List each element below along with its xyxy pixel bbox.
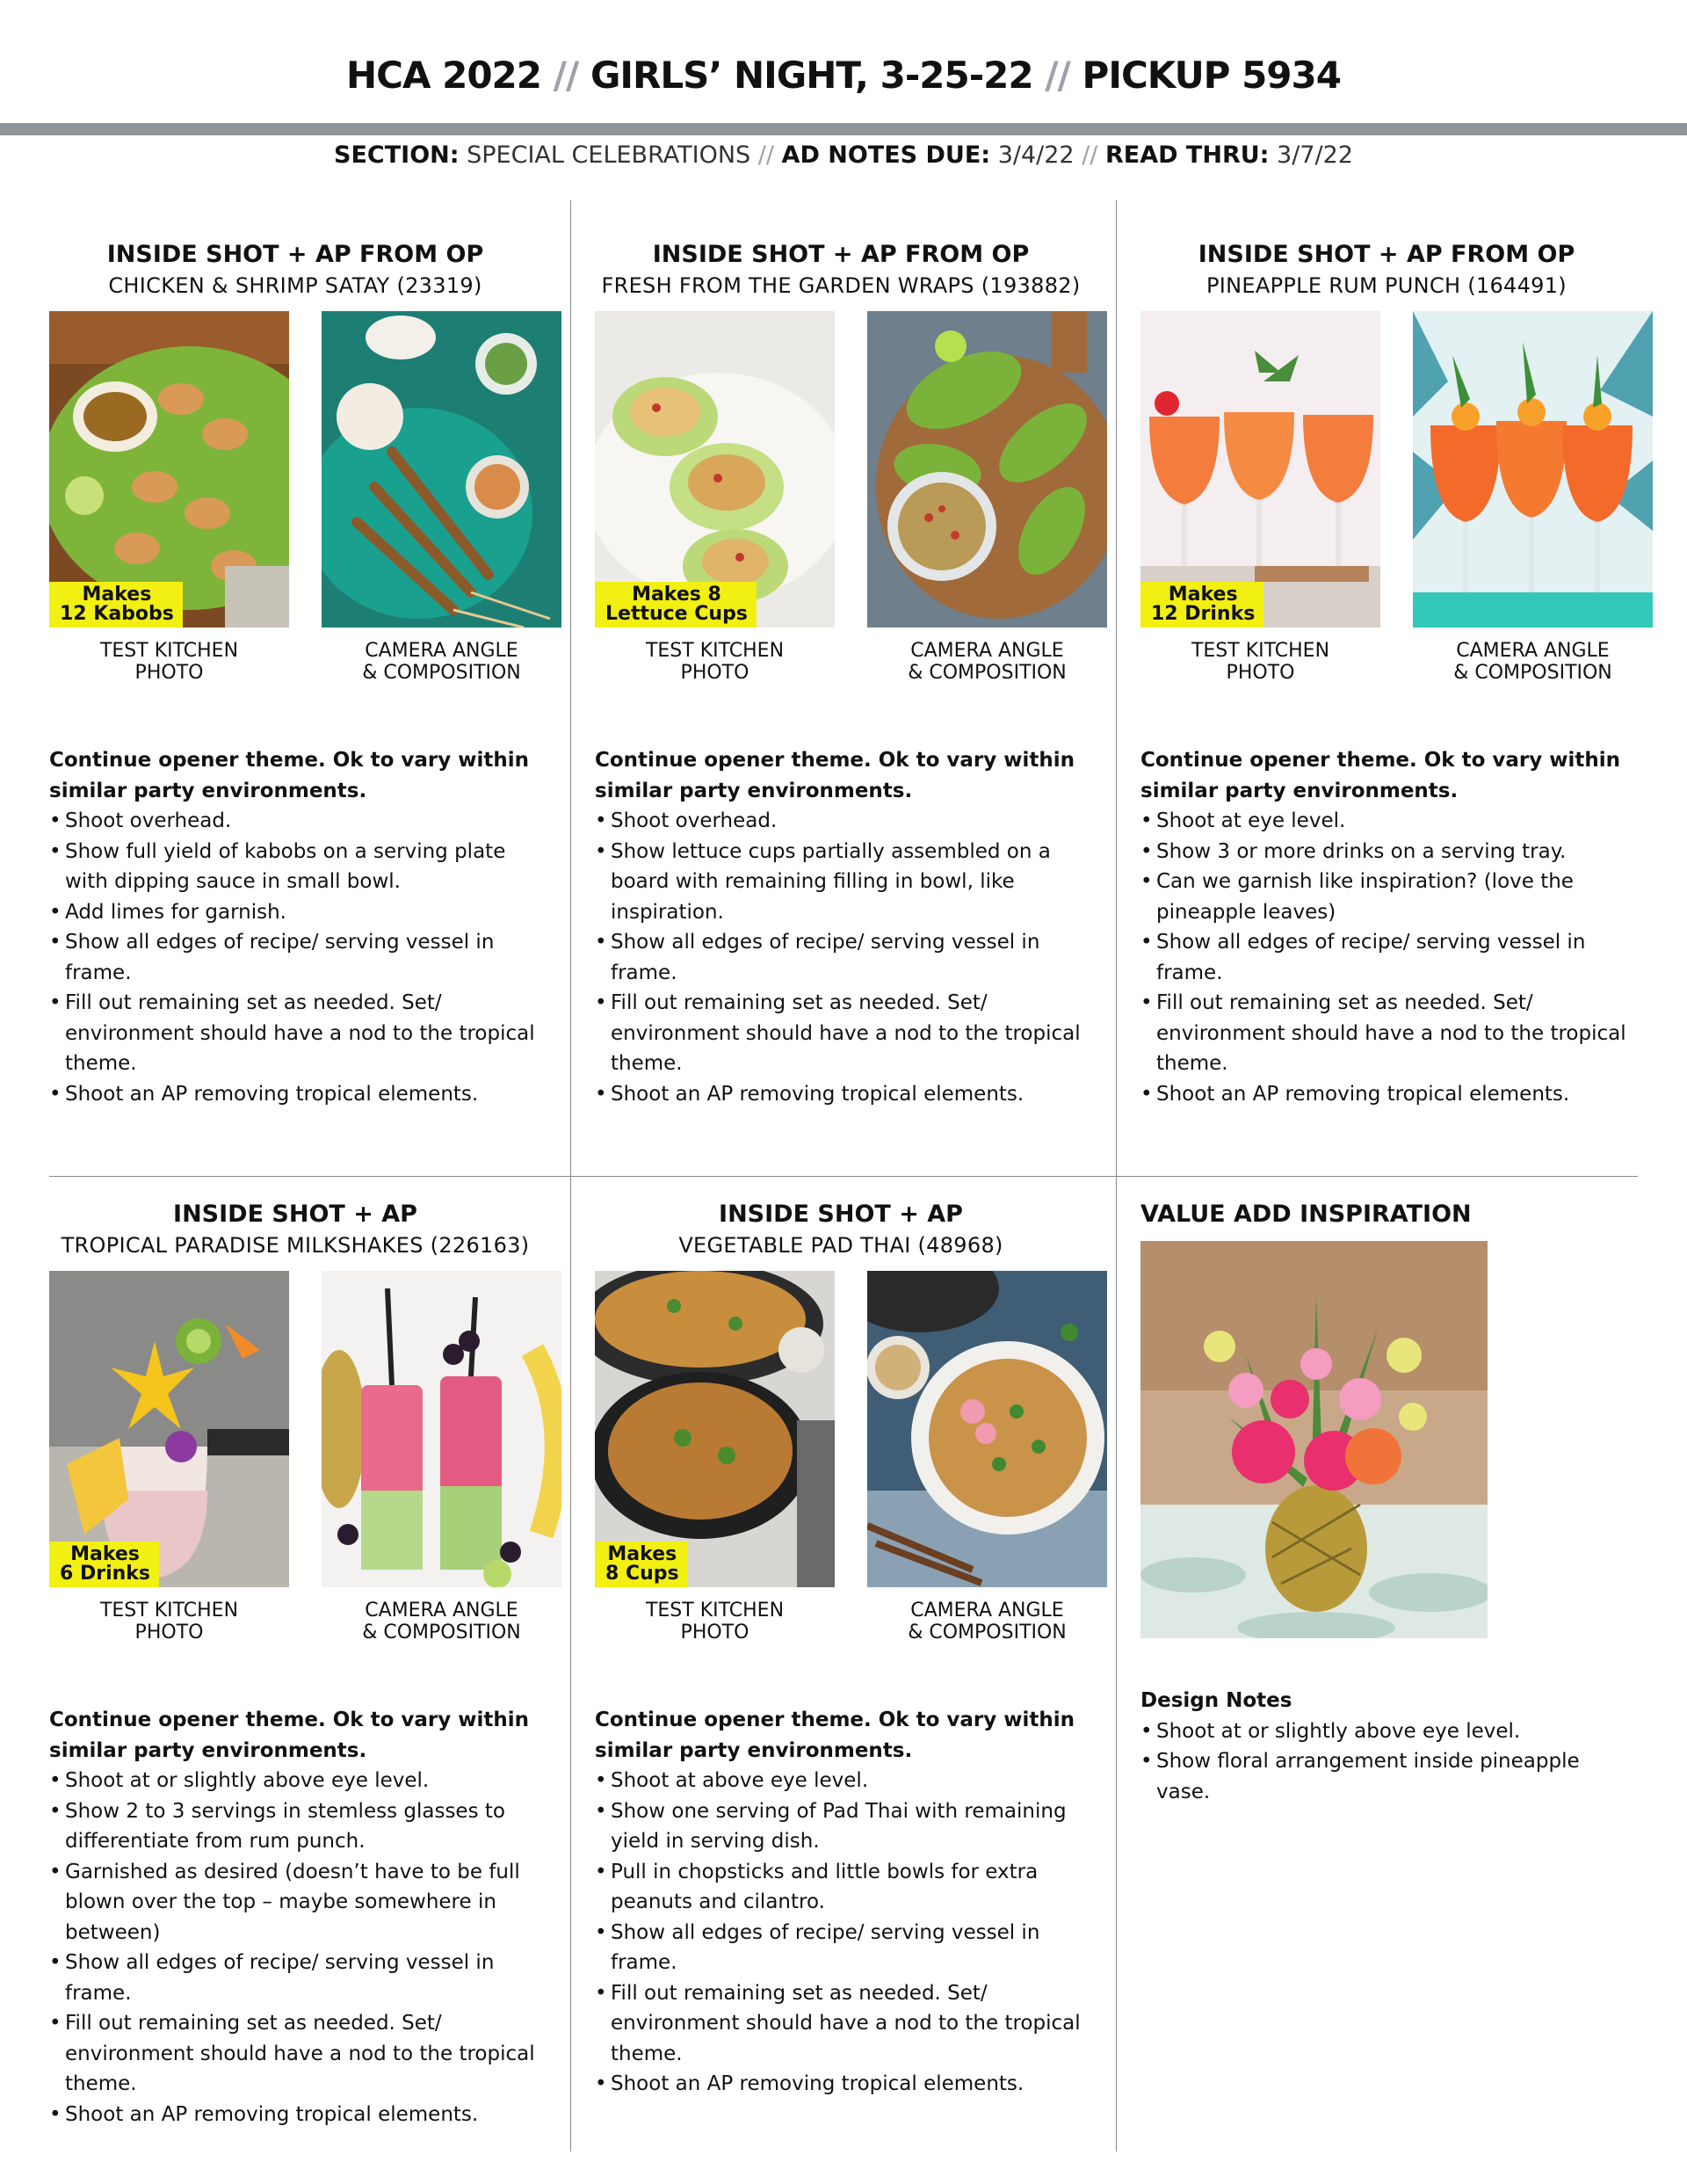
cell-title: INSIDE SHOT + AP FROM OP (106, 241, 484, 268)
note-item: • Fill out remaining set as needed. Set/ environment should have a nod to the tropical theme. (595, 988, 1087, 1079)
yield-badge (49, 1542, 159, 1587)
cell-title: INSIDE SHOT + AP (719, 1201, 963, 1228)
recipe-name: FRESH FROM THE GARDEN WRAPS (193882) (601, 273, 1081, 298)
shoot-notes (49, 745, 541, 1109)
camera-angle-photo (867, 1271, 1107, 1587)
cell-title: INSIDE SHOT + AP FROM OP (652, 241, 1030, 268)
caption-line: TEST KITCHEN (1191, 640, 1330, 662)
yield-badge (1140, 582, 1263, 628)
subhead (0, 141, 1687, 171)
caption-line: TEST KITCHEN (645, 640, 785, 662)
test-kitchen-photo (595, 311, 835, 628)
note-item: • Shoot at or slightly above eye level. (49, 1766, 541, 1796)
value-add-cell (1140, 1199, 1633, 1807)
note-item: • Shoot at or slightly above eye level. (1140, 1716, 1633, 1747)
yield-badge-line: Makes (1168, 584, 1238, 606)
test-kitchen-photo (1140, 311, 1380, 628)
section-value: SPECIAL CELEBRATIONS (467, 141, 751, 169)
notes-lead: Continue opener theme. Ok to vary within similar party environments. (1140, 749, 1621, 802)
recipe-name: CHICKEN & SHRIMP SATAY (23319) (108, 273, 482, 298)
row-divider (49, 1176, 1638, 1177)
photo-captions (595, 640, 1087, 693)
caption-line: CAMERA ANGLE (910, 640, 1064, 662)
inspiration-photo (1140, 1241, 1488, 1638)
recipe-cell-vegetable-pad-thai (595, 1199, 1087, 2100)
shoot-notes (595, 1705, 1087, 2100)
note-item: • Fill out remaining set as needed. Set/ environment should have a nod to the tropical theme. (49, 988, 541, 1079)
value-add-title: VALUE ADD INSPIRATION (1140, 1201, 1472, 1228)
notes-list (1140, 1716, 1633, 1808)
title-pickup: PICKUP 5934 (1082, 54, 1341, 97)
camera-angle-photo (1413, 311, 1653, 628)
recipe-cell-garden-wraps (595, 239, 1087, 1109)
note-item: • Shoot an AP removing tropical elements. (595, 2069, 1087, 2100)
notes-list (49, 806, 541, 1109)
yield-badge-line: Makes 8 (632, 584, 721, 606)
caption-line: TEST KITCHEN (645, 1600, 785, 1622)
yield-badge-line: Makes (82, 584, 152, 606)
title-separator: // (553, 54, 579, 97)
title-separator: // (1045, 54, 1070, 97)
caption-line: CAMERA ANGLE (365, 640, 518, 662)
read-thru-value: 3/7/22 (1277, 141, 1353, 169)
design-notes-label: Design Notes (1140, 1689, 1292, 1712)
caption-line: PHOTO (680, 1622, 749, 1643)
note-item: • Shoot overhead. (595, 806, 1087, 837)
note-item: • Show all edges of recipe/ serving vessel in frame. (49, 927, 541, 988)
yield-badge-line: 12 Drinks (1151, 603, 1256, 625)
title-publication: HCA 2022 (346, 54, 541, 97)
camera-angle-caption (1413, 640, 1653, 684)
ad-notes-label: AD NOTES DUE: (781, 141, 991, 169)
caption-line: & COMPOSITION (908, 662, 1067, 684)
note-item: • Fill out remaining set as needed. Set/ environment should have a nod to the tropical theme. (1140, 988, 1633, 1079)
caption-line: PHOTO (134, 662, 204, 684)
photo-captions (595, 1600, 1087, 1652)
camera-angle-photo (867, 311, 1107, 628)
test-kitchen-photo (49, 311, 289, 628)
notes-lead: Continue opener theme. Ok to vary within similar party environments. (49, 1709, 530, 1762)
recipe-name: VEGETABLE PAD THAI (48968) (678, 1233, 1003, 1258)
yield-badge-line: Makes (607, 1543, 677, 1565)
note-item: • Show all edges of recipe/ serving vessel in frame. (595, 1918, 1087, 1978)
caption-line: PHOTO (134, 1622, 204, 1643)
recipe-cell-tropical-milkshakes (49, 1199, 541, 2130)
note-item: • Show floral arrangement inside pineapple vase. (1140, 1746, 1633, 1807)
caption-line: CAMERA ANGLE (910, 1600, 1064, 1622)
cell-title: INSIDE SHOT + AP FROM OP (1198, 241, 1575, 268)
photo-captions (49, 640, 541, 693)
camera-angle-caption (867, 640, 1107, 684)
test-kitchen-caption (595, 640, 835, 684)
caption-line: TEST KITCHEN (99, 640, 239, 662)
test-kitchen-photo (49, 1271, 289, 1587)
notes-lead: Continue opener theme. Ok to vary within similar party environments. (595, 749, 1075, 802)
note-item: • Show full yield of kabobs on a serving plate with dipping sauce in small bowl. (49, 837, 541, 897)
photo-pair (595, 311, 1087, 628)
notes-list (49, 1766, 541, 2130)
shoot-notes (1140, 745, 1633, 1109)
caption-line: CAMERA ANGLE (365, 1600, 518, 1622)
camera-angle-caption (322, 1600, 561, 1643)
test-kitchen-caption (49, 1600, 289, 1643)
section-label: SECTION: (334, 141, 460, 169)
shoot-notes (49, 1705, 541, 2130)
note-item: • Shoot an AP removing tropical elements. (595, 1079, 1087, 1110)
note-item: • Show one serving of Pad Thai with remaining yield in serving dish. (595, 1796, 1087, 1857)
test-kitchen-caption (1140, 640, 1380, 684)
photo-pair (49, 311, 541, 628)
yield-badge-line: 8 Cups (605, 1563, 679, 1585)
note-item: • Fill out remaining set as needed. Set/ environment should have a nod to the tropical theme. (595, 1978, 1087, 2070)
yield-badge-line: Lettuce Cups (605, 603, 748, 625)
camera-angle-photo (322, 1271, 561, 1587)
yield-badge (595, 582, 757, 628)
caption-line: PHOTO (680, 662, 749, 684)
yield-badge-line: 12 Kabobs (60, 603, 174, 625)
ad-notes-value: 3/4/22 (997, 141, 1075, 169)
recipe-name: TROPICAL PARADISE MILKSHAKES (226163) (61, 1233, 530, 1258)
photo-pair (1140, 311, 1633, 628)
note-item: • Show 3 or more drinks on a serving tray. (1140, 837, 1633, 867)
yield-badge (49, 582, 183, 628)
photo-pair (49, 1271, 541, 1587)
caption-line: TEST KITCHEN (99, 1600, 239, 1622)
read-thru-label: READ THRU: (1104, 141, 1270, 169)
note-item: • Shoot overhead. (49, 806, 541, 837)
photo-captions (49, 1600, 541, 1652)
note-item: • Shoot at above eye level. (595, 1766, 1087, 1796)
note-item: • Show 2 to 3 servings in stemless glasses to differentiate from rum punch. (49, 1796, 541, 1857)
notes-list (595, 806, 1087, 1109)
recipe-name: PINEAPPLE RUM PUNCH (164491) (1206, 273, 1567, 298)
note-item: • Fill out remaining set as needed. Set/ environment should have a nod to the tropical theme. (49, 2008, 541, 2100)
caption-line: PHOTO (1226, 662, 1295, 684)
notes-list (1140, 806, 1633, 1109)
note-item: • Pull in chopsticks and little bowls for extra peanuts and cilantro. (595, 1857, 1087, 1918)
caption-line: & COMPOSITION (362, 1622, 521, 1643)
notes-lead: Continue opener theme. Ok to vary within similar party environments. (49, 749, 530, 802)
yield-badge-line: 6 Drinks (60, 1563, 151, 1585)
note-item: • Show all edges of recipe/ serving vessel in frame. (49, 1948, 541, 2008)
note-item: • Shoot an AP removing tropical elements. (1140, 1079, 1633, 1110)
camera-angle-photo (322, 311, 561, 628)
note-item: • Shoot at eye level. (1140, 806, 1633, 837)
test-kitchen-caption (595, 1600, 835, 1643)
note-item: • Show all edges of recipe/ serving vessel in frame. (1140, 927, 1633, 988)
photo-captions (1140, 640, 1633, 693)
camera-angle-caption (867, 1600, 1107, 1643)
yield-badge (595, 1542, 688, 1587)
subhead-separator: // (757, 141, 774, 169)
notes-list (595, 1766, 1087, 2100)
caption-line: & COMPOSITION (1453, 662, 1612, 684)
title-rule (0, 123, 1687, 135)
test-kitchen-photo (595, 1271, 835, 1587)
caption-line: & COMPOSITION (362, 662, 521, 684)
design-notes (1140, 1686, 1633, 1807)
camera-angle-caption (322, 640, 561, 684)
test-kitchen-caption (49, 640, 289, 684)
title-story: GIRLS’ NIGHT, 3-25-22 (590, 54, 1033, 97)
photo-pair (595, 1271, 1087, 1587)
cell-title: INSIDE SHOT + AP (173, 1201, 417, 1228)
recipe-cell-chicken-shrimp-satay (49, 239, 541, 1109)
note-item: • Show all edges of recipe/ serving vessel in frame. (595, 927, 1087, 988)
note-item: • Shoot an AP removing tropical elements. (49, 1079, 541, 1110)
shoot-notes (595, 745, 1087, 1109)
note-item: • Can we garnish like inspiration? (love the pineapple leaves) (1140, 867, 1633, 927)
note-item: • Add limes for garnish. (49, 897, 541, 928)
note-item: • Garnished as desired (doesn’t have to be full blown over the top – maybe somewhere in between) (49, 1857, 541, 1948)
recipe-cell-pineapple-rum-punch (1140, 239, 1633, 1109)
notes-lead: Continue opener theme. Ok to vary within similar party environments. (595, 1709, 1075, 1762)
note-item: • Shoot an AP removing tropical elements. (49, 2100, 541, 2130)
yield-badge-line: Makes (70, 1543, 140, 1565)
page-title (0, 51, 1687, 100)
caption-line: CAMERA ANGLE (1456, 640, 1610, 662)
note-item: • Show lettuce cups partially assembled on a board with remaining filling in bowl, like inspiration. (595, 837, 1087, 928)
subhead-separator: // (1082, 141, 1098, 169)
caption-line: & COMPOSITION (908, 1622, 1067, 1643)
